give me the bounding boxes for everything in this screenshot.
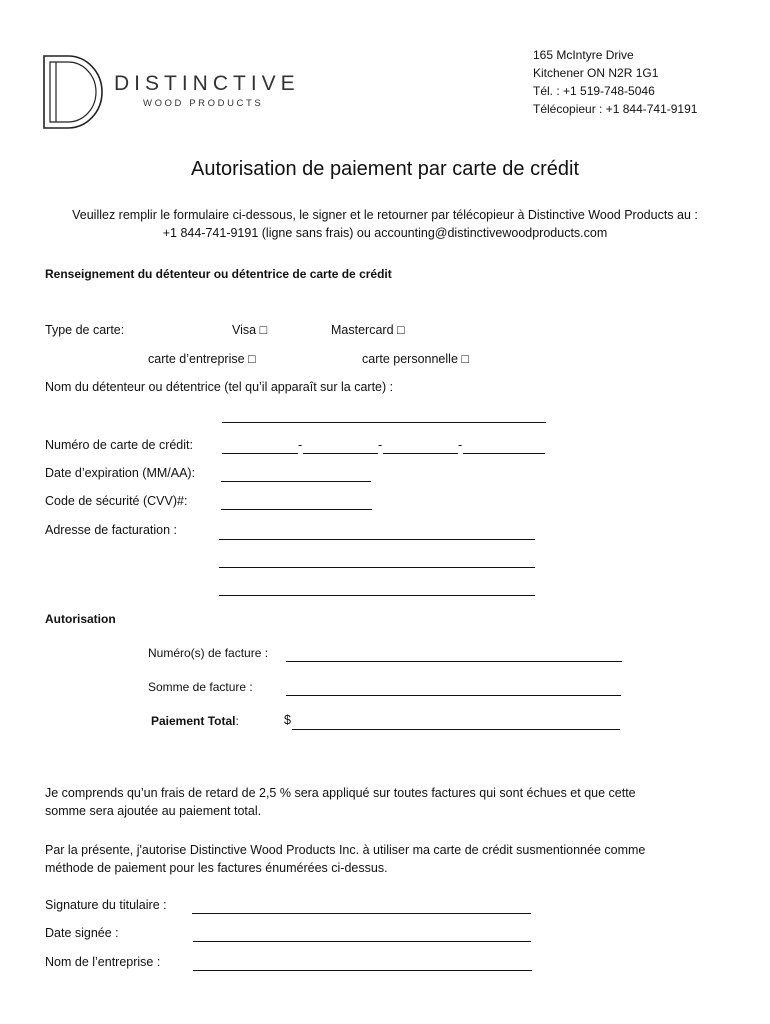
- expiry-field[interactable]: [221, 481, 371, 482]
- late-fee-line-2: somme sera ajoutée au paiement total.: [45, 804, 262, 818]
- intro-line-1: Veuillez remplir le formulaire ci-dessous, le signer et le retourner par télécopieur à Distinctive Wood Products au :: [72, 208, 698, 222]
- option-visa-checkbox[interactable]: Visa □: [232, 323, 268, 337]
- card-number-field-3[interactable]: [383, 453, 458, 454]
- company-address: [533, 46, 697, 118]
- billing-address-field-1[interactable]: [219, 539, 535, 540]
- address-line: 165 McIntyre Drive: [533, 48, 634, 62]
- total-payment-label: [151, 714, 239, 728]
- company-name-label: Nom de l’entreprise :: [45, 955, 161, 969]
- card-number-dash: -: [458, 438, 463, 452]
- authorize-line-1: Par la présente, j'autorise Distinctive Wood Products Inc. à utiliser ma carte de crédit susmentionnée comme: [45, 843, 646, 857]
- cvv-label: Code de sécurité (CVV)#:: [45, 494, 188, 508]
- company-name: DISTINCTIVE: [114, 72, 300, 95]
- billing-address-field-3[interactable]: [219, 595, 535, 596]
- card-number-field-1[interactable]: [222, 453, 298, 454]
- holder-name-field[interactable]: [222, 422, 546, 423]
- signature-label: Signature du titulaire :: [45, 898, 167, 912]
- distinctive-logo-icon: [42, 54, 104, 130]
- address-line: Tél. : +1 519-748-5046: [533, 84, 655, 98]
- holder-name-label: Nom du détenteur ou détentrice (tel qu’il apparaît sur la carte) :: [45, 380, 394, 394]
- billing-address-field-2[interactable]: [219, 567, 535, 568]
- card-number-field-4[interactable]: [463, 453, 545, 454]
- invoice-number-field[interactable]: [286, 661, 622, 662]
- card-number-dash: -: [298, 438, 303, 452]
- company-subname: WOOD PRODUCTS: [143, 98, 264, 109]
- section-heading-authorization: Autorisation: [45, 612, 116, 626]
- invoice-sum-field[interactable]: [286, 695, 621, 696]
- address-line: Kitchener ON N2R 1G1: [533, 66, 659, 80]
- option-business-card-checkbox[interactable]: carte d’entreprise □: [148, 352, 256, 366]
- billing-address-label: Adresse de facturation :: [45, 523, 178, 537]
- invoice-number-label: Numéro(s) de facture :: [148, 646, 269, 660]
- address-line: Télécopieur : +1 844-741-9191: [533, 102, 698, 116]
- date-signed-label: Date signée :: [45, 926, 119, 940]
- option-personal-card-checkbox[interactable]: carte personnelle □: [362, 352, 469, 366]
- card-number-dash: -: [378, 438, 383, 452]
- cvv-field[interactable]: [221, 509, 372, 510]
- authorize-line-2: méthode de paiement pour les factures énumérées ci-dessus.: [45, 861, 388, 875]
- date-signed-field[interactable]: [193, 941, 531, 942]
- total-payment-label-text: Paiement Total: [151, 714, 236, 728]
- total-payment-label-colon: :: [235, 714, 239, 728]
- expiry-label: Date d’expiration (MM/AA):: [45, 466, 196, 480]
- late-fee-line-1: Je comprends qu’un frais de retard de 2,5 % sera appliqué sur toutes factures qui sont échues et que cette: [45, 786, 636, 800]
- signature-field[interactable]: [192, 913, 531, 914]
- page-title: Autorisation de paiement par carte de crédit: [191, 158, 579, 180]
- company-name-field[interactable]: [193, 970, 532, 971]
- currency-symbol: $: [284, 713, 291, 727]
- card-number-label: Numéro de carte de crédit:: [45, 438, 193, 452]
- total-payment-field[interactable]: [292, 729, 620, 730]
- option-mastercard-checkbox[interactable]: Mastercard □: [331, 323, 405, 337]
- intro-line-2: +1 844-741-9191 (ligne sans frais) ou accounting@distinctivewoodproducts.com: [162, 226, 608, 240]
- card-number-field-2[interactable]: [303, 453, 378, 454]
- card-type-label: Type de carte:: [45, 323, 125, 337]
- section-heading-cardholder: Renseignement du détenteur ou détentrice de carte de crédit: [45, 267, 392, 281]
- invoice-sum-label: Somme de facture :: [148, 680, 253, 694]
